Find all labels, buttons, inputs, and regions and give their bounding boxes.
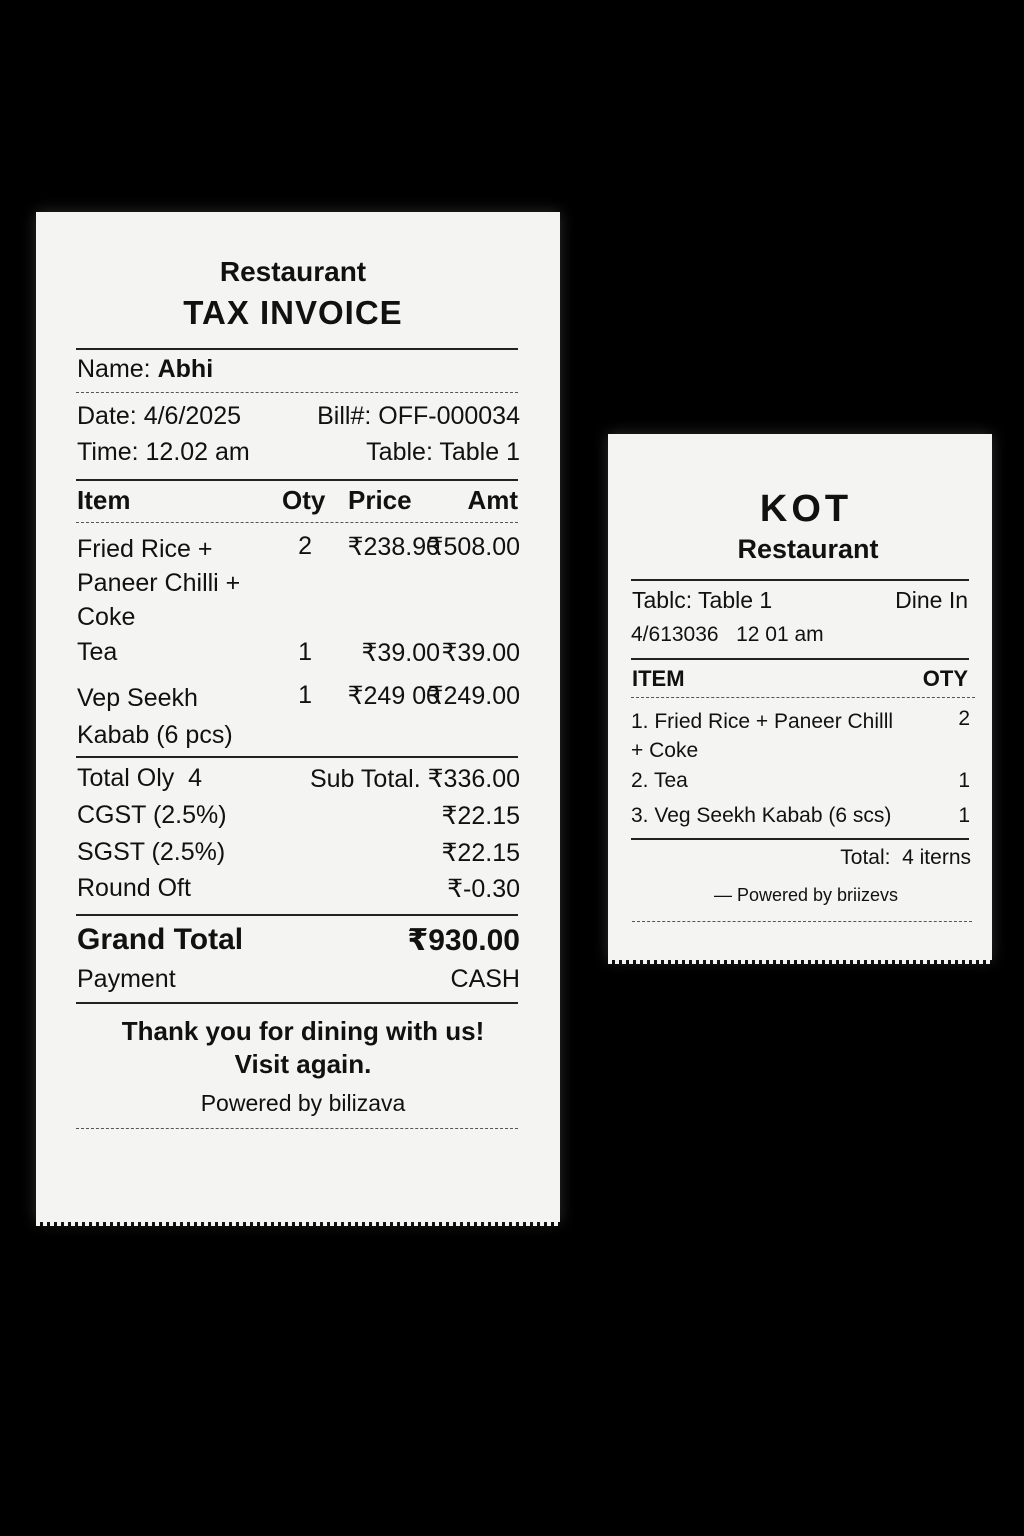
round-off-label: Round Oft (77, 874, 191, 902)
cgst-label: CGST (2.5%) (77, 801, 227, 829)
subtotal: Sub Total. ₹336.00 (309, 765, 520, 793)
kot-item-name-line: 2. Tea (631, 769, 688, 792)
line-item (77, 680, 233, 754)
tax-invoice-receipt (36, 212, 560, 1222)
bill-date: Date: 4/6/2025 (77, 402, 242, 430)
item-amount: ₹249.00 (427, 682, 520, 710)
divider (76, 348, 518, 350)
table-number: Table: Table 1 (366, 438, 520, 466)
payment-method: CASH (450, 965, 520, 993)
item-name-line: Tea (77, 638, 118, 666)
round-off-value: ₹-0.30 (447, 875, 520, 903)
divider (76, 1002, 518, 1004)
thank-you-message: Thank you for dining with us! (121, 1016, 485, 1046)
kot-item-name-line: 1. Fried Rice + Paneer Chilll (631, 710, 894, 733)
kot-title: KOT (759, 488, 853, 530)
divider (76, 479, 518, 481)
divider (631, 579, 969, 581)
line-item (77, 638, 117, 667)
item-name-line: Coke (77, 603, 136, 631)
kot-item-name-line: + Coke (631, 739, 699, 762)
kot-restaurant-name: Restaurant (737, 534, 879, 564)
kot-item-name-line: 3. Veg Seekh Kabab (6 scs) (631, 804, 892, 827)
kot-line-item (631, 769, 688, 793)
item-price: ₹39.00 (361, 639, 440, 667)
item-name-line: Kabab (6 pcs) (77, 721, 233, 749)
invoice-title: TAX INVOICE (183, 294, 403, 331)
column-header-qty: Oty (282, 485, 326, 515)
item-name-line: Fried Rice + (77, 535, 213, 563)
kot-column-header-item: ITEM (632, 666, 685, 691)
kot-powered-by-footer: — Powered by briizevs (713, 885, 899, 905)
item-name-line: Paneer Chilli + (77, 569, 241, 597)
divider (76, 522, 518, 523)
kot-datetime: 4/613036 12 01 am (631, 623, 824, 646)
item-qty: 1 (298, 681, 312, 709)
visit-again-message: Visit again. (234, 1049, 372, 1079)
total-quantity: Total Oly 4 (77, 764, 203, 792)
invoice-restaurant-name: Restaurant (219, 256, 367, 287)
kot-line-item (631, 804, 891, 828)
grand-total-label: Grand Total (77, 923, 244, 956)
kot-table: Tablc: Table 1 (632, 587, 773, 613)
tear-line (76, 1128, 518, 1129)
payment-label: Payment (77, 965, 176, 993)
item-name-line: Vep Seekh (77, 684, 198, 712)
line-item (77, 532, 240, 634)
customer-name: Abhi (157, 355, 214, 383)
bill-number: Bill#: OFF-000034 (317, 402, 520, 430)
item-qty: 2 (298, 532, 312, 560)
sgst-label: SGST (2.5%) (77, 838, 226, 866)
kot-item-qty: 2 (958, 707, 970, 730)
kot-item-qty: 1 (958, 804, 970, 827)
customer-name-row (77, 355, 213, 384)
tear-edge (36, 1220, 560, 1226)
kot-item-qty: 1 (958, 769, 970, 792)
item-price: ₹249 00 (347, 682, 440, 710)
kot-order-type: Dine In (895, 587, 968, 613)
column-header-amount: Amt (467, 485, 518, 515)
column-header-price: Price (348, 485, 412, 515)
item-amount: ₹508.00 (427, 533, 520, 561)
powered-by-footer: Powered by bilizava (200, 1090, 406, 1116)
tear-line (632, 921, 972, 922)
item-qty: 1 (298, 638, 312, 666)
kot-total-items: Total: 4 iterns (840, 846, 971, 869)
kot-column-header-qty: OTY (922, 666, 968, 691)
bill-time: Time: 12.02 am (77, 438, 250, 466)
item-amount: ₹39.00 (441, 639, 520, 667)
divider (631, 838, 969, 840)
tear-edge (608, 958, 992, 964)
divider (76, 392, 518, 393)
item-price: ₹238.90 (347, 533, 440, 561)
cgst-value: ₹22.15 (441, 802, 520, 830)
divider (76, 756, 518, 758)
kitchen-order-ticket (608, 434, 992, 960)
grand-total-value: ₹930.00 (407, 924, 520, 957)
divider (631, 697, 975, 698)
column-header-item: Item (77, 485, 131, 515)
name-label: Name: (77, 355, 151, 383)
divider (631, 658, 969, 660)
sgst-value: ₹22.15 (441, 839, 520, 867)
kot-line-item (631, 707, 893, 765)
divider (76, 914, 518, 916)
